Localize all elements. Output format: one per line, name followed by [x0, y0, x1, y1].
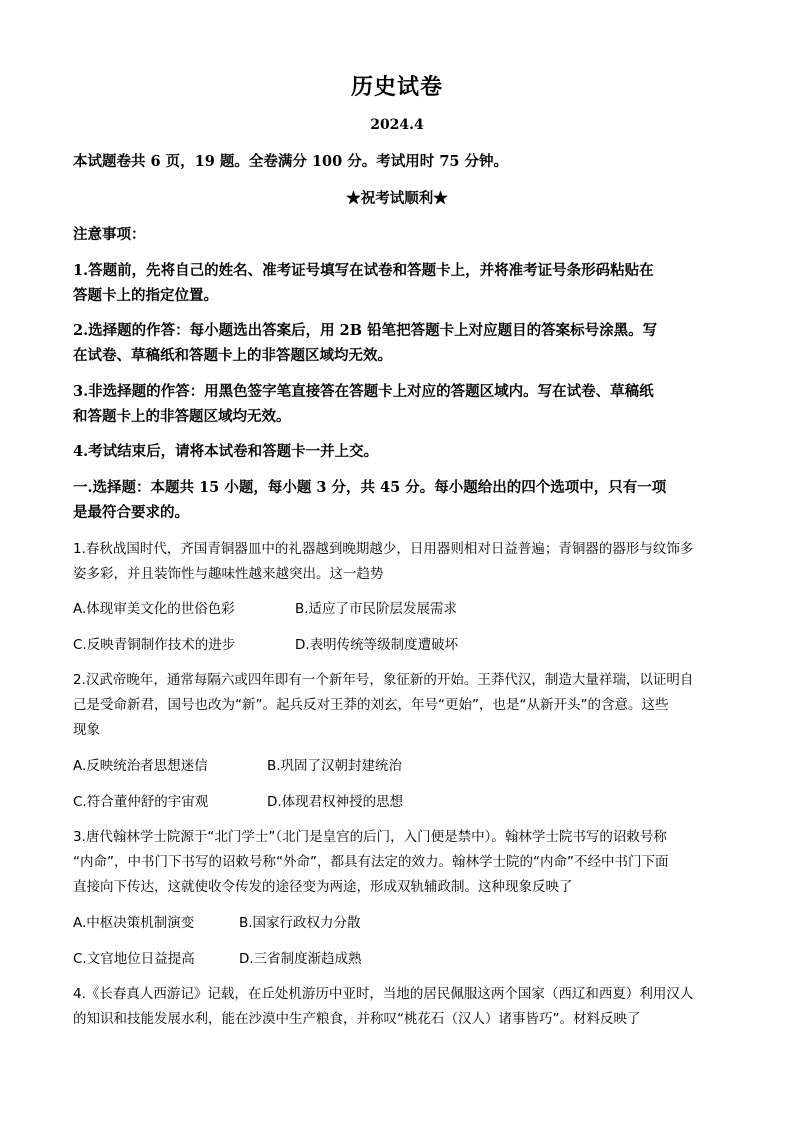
notice-item-3: 3.非选择题的作答：用黑色签字笔直接答在答题卡上对应的答题区域内。写在试卷、草稿纸 [73, 383, 654, 400]
question-3-stem-cont: “内命”，中书门下书写的诏敕号称“外命”，都具有法定的效力。翰林学士院的“内命”不经中书门下面 [73, 854, 669, 870]
notice-item-4: 4.考试结束后，请将本试卷和答题卡一并上交。 [73, 443, 379, 460]
question-3-stem-cont-2: 直接向下传达，这就使收令传发的途径变为两途，形成双轨辅政制。这种现象反映了 [73, 879, 573, 895]
notice-heading: 注意事项： [73, 226, 146, 243]
question-2-stem-cont: 己是受命新君，国号也改为“新”。起兵反对王莽的刘玄，年号“更始”，也是“从新开头”的含意。这些 [73, 697, 669, 713]
question-1-option-d: D.表明传统等级制度遭破坏 [295, 637, 459, 653]
question-3-option-b: B.国家行政权力分散 [239, 915, 361, 931]
notice-item-3-cont: 和答题卡上的非答题区域均无效。 [73, 408, 291, 425]
intro-text: 本试题卷共 6 页，19 题。全卷满分 100 分。考试用时 75 分钟。 [73, 153, 509, 170]
section-heading-cont: 是最符合要求的。 [73, 504, 189, 521]
question-1-option-a: A.体现审美文化的世俗色彩 [73, 601, 235, 617]
page-title: 历史试卷 [350, 74, 443, 100]
question-2-stem-cont-2: 现象 [73, 722, 100, 738]
notice-item-2-cont: 在试卷、草稿纸和答题卡上的非答题区域均无效。 [73, 347, 392, 364]
notice-item-1-cont: 答题卡上的指定位置。 [73, 287, 218, 304]
blessing-text: ★祝考试顺利★ [346, 190, 448, 207]
question-3-option-a: A.中枢决策机制演变 [73, 915, 195, 931]
question-4-stem: 4.《长春真人西游记》记载，在丘处机游历中亚时，当地的居民佩服这两个国家（西辽和西夏）利用汉人 [73, 986, 694, 1002]
question-2-option-d: D.体现君权神授的思想 [267, 794, 404, 810]
question-2-option-b: B.巩固了汉朝封建统治 [267, 758, 403, 774]
question-4-stem-cont: 的知识和技能发展水利，能在沙漠中生产粮食，并称叹“桃花石（汉人）诸事皆巧”。材料反映了 [73, 1011, 641, 1027]
question-1-option-b: B.适应了市民阶层发展需求 [295, 601, 458, 617]
question-1-option-c: C.反映青铜制作技术的进步 [73, 637, 236, 653]
section-heading: 一.选择题：本题共 15 小题，每小题 3 分，共 45 分。每小题给出的四个选项中，只有一项 [73, 479, 667, 496]
question-1-stem-cont: 姿多彩，并且装饰性与趣味性越来越突出。这一趋势 [73, 566, 384, 582]
question-1-stem: 1.春秋战国时代，齐国青铜器皿中的礼器越到晚期越少，日用器则相对日益普遍；青铜器的器形与纹饰多 [73, 541, 694, 557]
question-2-stem: 2.汉武帝晚年，通常每隔六或四年即有一个新年号，象征新的开始。王莽代汉，制造大量祥瑞，以证明自 [73, 672, 694, 688]
question-3-stem: 3.唐代翰林学士院源于“北门学士”（北门是皇宫的后门，入门便是禁中）。翰林学士院书写的诏敕号称 [73, 829, 667, 845]
question-2-option-a: A.反映统治者思想迷信 [73, 758, 208, 774]
exam-date: 2024.4 [370, 117, 424, 133]
question-3-option-c: C.文官地位日益提高 [73, 951, 195, 967]
notice-item-1: 1.答题前，先将自己的姓名、准考证号填写在试卷和答题卡上，并将准考证号条形码粘贴在 [73, 262, 654, 279]
question-3-option-d: D.三省制度渐趋成熟 [239, 951, 362, 967]
notice-item-2: 2.选择题的作答：每小题选出答案后，用 2B 铅笔把答题卡上对应题目的答案标号涂黑。写 [73, 322, 658, 339]
question-2-option-c: C.符合董仲舒的宇宙观 [73, 794, 209, 810]
